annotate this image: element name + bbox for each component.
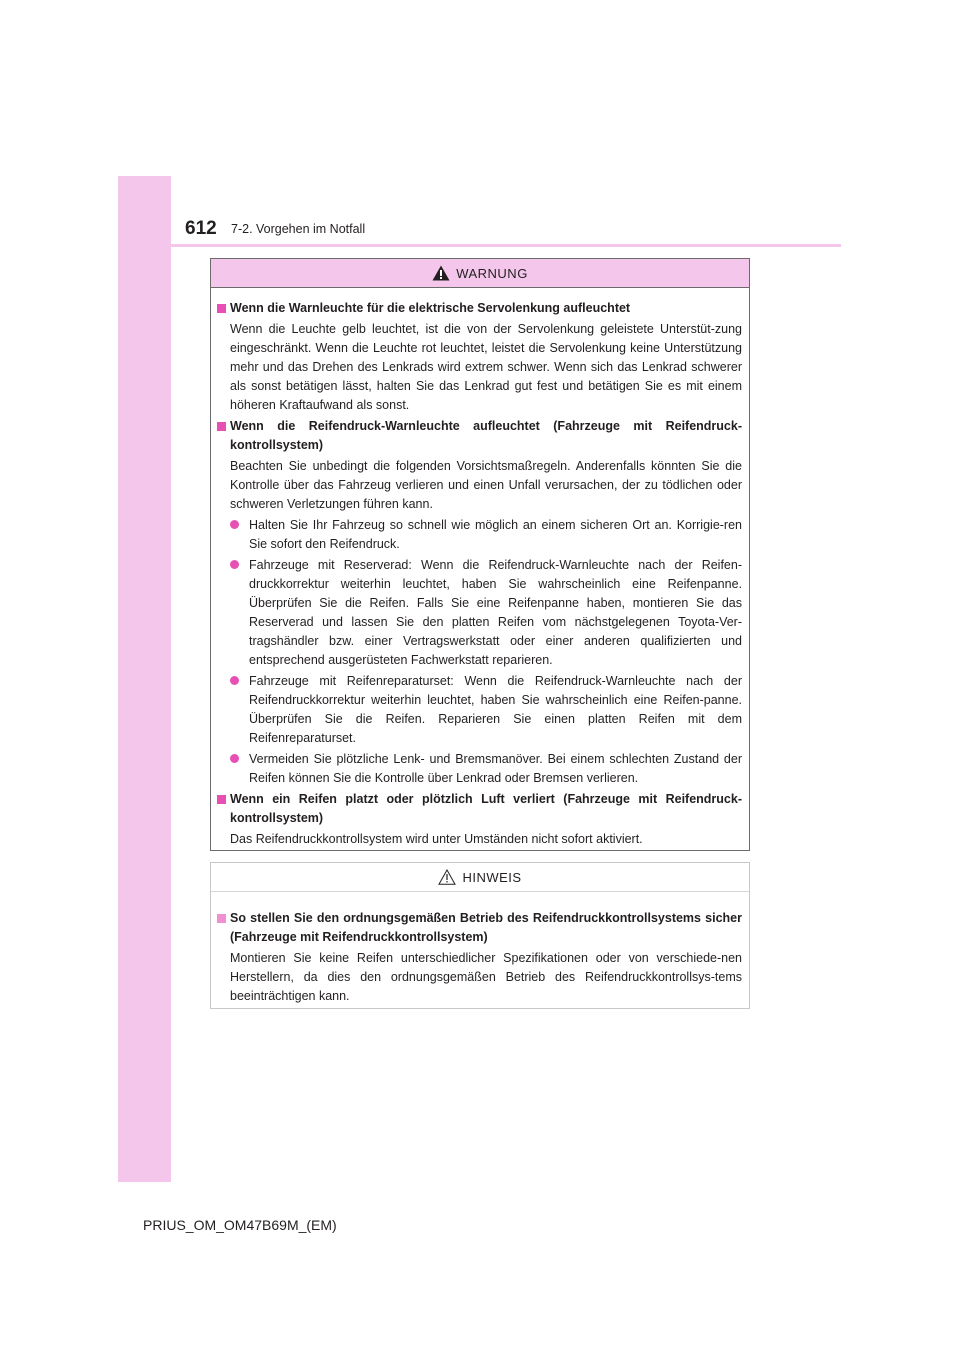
- warning-paragraph: Das Reifendruckkontrollsystem wird unter Umständen nicht sofort aktiviert.: [230, 832, 643, 846]
- warning-heading-tire-burst: Wenn ein Reifen platzt oder plötzlich Luft verliert (Fahrzeuge mit Reifendruck-kontrollsystem): [217, 790, 742, 828]
- list-item: Fahrzeuge mit Reserverad: Wenn die Reifendruck-Warnleuchte nach der Reifen-druckkorrektur weiterhin leuchtet, haben Sie wahrscheinlich eine Reifenpanne. Überprüfen Sie die Reifen. Falls Sie eine Reifenpanne haben, montieren Sie das Reserverad und lassen Sie den platten Reifen vom nächstgelegenen Toyota-Ver-tragshändler bzw. einer Vertragswerkstatt oder einer anderen qualifizierten und entsprechend ausgerüsteten Fachwerkstatt reparieren.: [217, 556, 742, 670]
- warning-heading-tire-pressure: Wenn die Reifendruck-Warnleuchte aufleuchtet (Fahrzeuge mit Reifendruck-kontrollsystem): [217, 417, 742, 455]
- hint-box: [210, 862, 750, 1009]
- hint-heading: So stellen Sie den ordnungsgemäßen Betrieb des Reifendruckkontrollsystems sicher (Fahrzeuge mit Reifendruckkontrollsystem): [217, 909, 742, 947]
- warning-title: WARNUNG: [456, 265, 528, 281]
- square-bullet-icon: [217, 914, 226, 923]
- warning-header: [211, 259, 749, 288]
- section-title: 7-2. Vorgehen im Notfall: [231, 222, 366, 236]
- square-bullet-icon: [217, 304, 226, 313]
- warning-triangle-icon: [432, 265, 450, 281]
- square-bullet-icon: [217, 795, 226, 804]
- warning-body: [211, 288, 749, 849]
- round-bullet-icon: [230, 754, 239, 763]
- hint-body: [211, 892, 749, 1006]
- hint-header: [211, 863, 749, 892]
- square-bullet-icon: [217, 422, 226, 431]
- side-color-band: [118, 176, 171, 1182]
- warning-heading-power-steering: Wenn die Warnleuchte für die elektrische Servolenkung aufleuchtet: [217, 299, 742, 318]
- warning-box: [210, 258, 750, 851]
- list-item: Fahrzeuge mit Reifenreparaturset: Wenn die Reifendruck-Warnleuchte nach der Reifendruckkorrektur weiterhin leuchtet, haben Sie wahrscheinlich eine Reifen-panne. Überprüfen Sie die Reifen. Reparieren Sie einen platten Reifen mit dem Reifenreparaturset.: [217, 672, 742, 748]
- header-rule: [118, 244, 841, 247]
- list-item: Halten Sie Ihr Fahrzeug so schnell wie möglich an einem sicheren Ort an. Korrigie-ren Sie sofort den Reifendruck.: [217, 516, 742, 554]
- caution-triangle-icon: [438, 869, 456, 885]
- hint-title: HINWEIS: [462, 869, 522, 885]
- hint-paragraph: Montieren Sie keine Reifen unterschiedlicher Spezifikationen oder von verschiede-nen Herstellern, da dies den ordnungsgemäßen Betrieb des Reifendruckkontrollsys-tems beeinträchtigen kann.: [230, 951, 742, 1003]
- page-number: 612: [185, 218, 217, 239]
- round-bullet-icon: [230, 520, 239, 529]
- round-bullet-icon: [230, 560, 239, 569]
- round-bullet-icon: [230, 676, 239, 685]
- warning-paragraph: Wenn die Leuchte gelb leuchtet, ist die von der Servolenkung geleistete Unterstüt-zung eingeschränkt. Wenn die Leuchte rot leuchtet, leistet die Servolenkung keine Unterstützung mehr und das Drehen des Lenkrads wird extrem schwer. Wenn sich das Lenkrad schwerer als sonst betätigen lässt, halten Sie das Lenkrad gut fest und betätigen Sie es mit einem höheren Kraftaufwand als sonst.: [230, 322, 742, 412]
- list-item: Vermeiden Sie plötzliche Lenk- und Bremsmanöver. Bei einem schlechten Zustand der Reifen können Sie die Kontrolle über Lenkrad oder Bremsen verlieren.: [217, 750, 742, 788]
- document-code: PRIUS_OM_OM47B69M_(EM): [143, 1217, 337, 1233]
- warning-paragraph: Beachten Sie unbedingt die folgenden Vorsichtsmaßregeln. Anderenfalls könnten Sie die Kontrolle über das Fahrzeug verlieren und einen Unfall verursachen, der zu tödlichen oder schweren Verletzungen führen kann.: [230, 459, 742, 511]
